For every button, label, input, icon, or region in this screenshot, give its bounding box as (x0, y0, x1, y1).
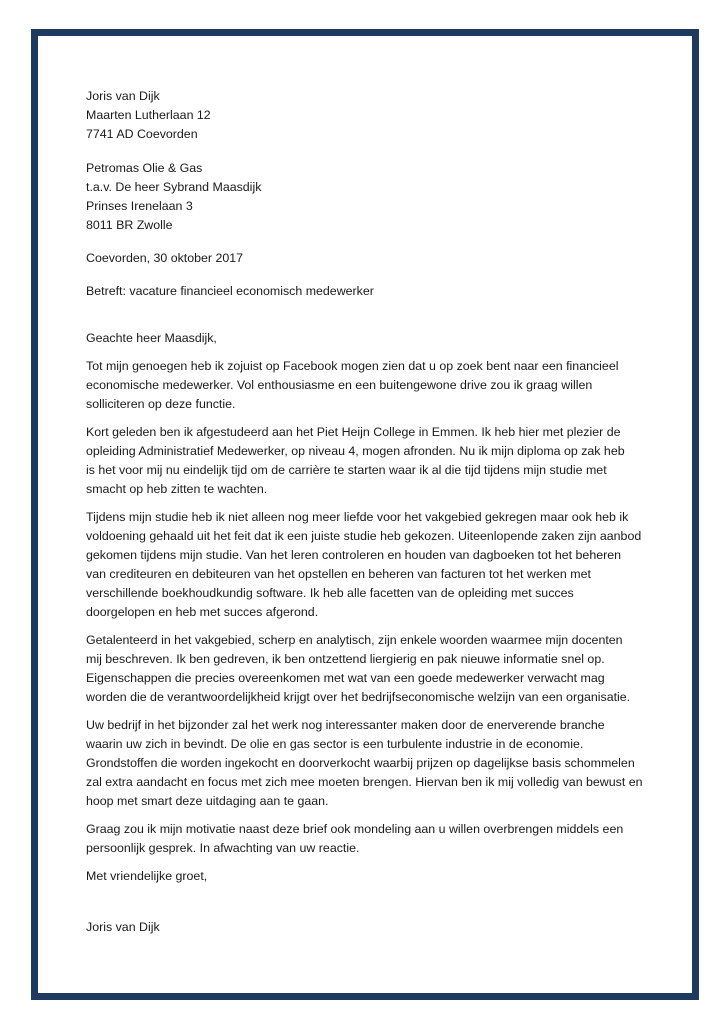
paragraph-line: smacht op heb zitten te wachten. (86, 482, 268, 496)
paragraph-3 (86, 508, 642, 622)
paragraph-line: Getalenteerd in het vakgebied, scherp en analytisch, zijn enkele woorden waarmee mijn docenten (86, 633, 623, 647)
paragraph-line: gekomen tijdens mijn studie. Van het leren controleren en houden van dagboeken tot het beheren (86, 548, 622, 562)
paragraph-line: Tijdens mijn studie heb ik niet alleen nog meer liefde voor het vakgebied gekregen maar ook heb ik (86, 510, 629, 524)
paragraph-line: waarin uw zich in bevindt. De olie en gas sector is een turbulente industrie in de economie. (86, 737, 584, 751)
sender-street: Maarten Lutherlaan 12 (86, 108, 211, 122)
paragraph-line: Uw bedrijf in het bijzonder zal het werk nog interessanter maken door de enerverende branche (86, 718, 605, 732)
paragraph-line: economische medewerker. Vol enthousiasme en een buitengewone drive zou ik graag willen (86, 378, 593, 392)
paragraph-line: Eigenschappen die precies overeenkomen met wat van een goede medewerker verwacht mag (86, 671, 605, 685)
sender-city: 7741 AD Coevorden (86, 127, 198, 141)
paragraph-6 (86, 820, 642, 858)
recipient-address (86, 159, 642, 235)
paragraph-line: Grondstoffen die worden ingekocht en doorverkocht waarbij prijzen op dagelijkse basis schommelen (86, 756, 635, 770)
paragraph-line: voldoening gehaald uit het feit dat ik een juiste studie heb gekozen. Uiteenlopende zaken zijn aanbod (86, 529, 642, 543)
paragraph-line: persoonlijk gesprek. In afwachting van uw reactie. (86, 841, 360, 855)
paragraph-5 (86, 716, 642, 811)
paragraph-line: is het voor mij nu eindelijk tijd om de carrière te starten waar ik al die tijd tijdens mijn studie met (86, 463, 607, 477)
subject-line: Betreft: vacature financieel economisch medewerker (86, 284, 374, 298)
recipient-company: Petromas Olie & Gas (86, 161, 203, 175)
sender-name: Joris van Dijk (86, 89, 160, 103)
paragraph-line: van crediteuren en debiteuren van het opstellen en beheren van facturen tot het werken met (86, 567, 591, 581)
paragraph-line: doorgelopen en heb met succes afgerond. (86, 605, 319, 619)
paragraph-2 (86, 423, 642, 499)
paragraph-line: zal extra aandacht en focus met zich mee moeten brengen. Hiervan ben ik mij volledig van bewust en (86, 775, 643, 789)
paragraph-line: mij beschreven. Ik ben gedreven, ik ben ontzettend liergierig en pak nieuwe informatie snel op. (86, 652, 605, 666)
recipient-street: Prinses Irenelaan 3 (86, 199, 193, 213)
paragraph-line: Kort geleden ben ik afgestudeerd aan het Piet Heijn College in Emmen. Ik heb hier met plezier de (86, 425, 621, 439)
letter-body (86, 87, 642, 937)
paragraph-line: Graag zou ik mijn motivatie naast deze brief ook mondeling aan u willen overbrengen middels een (86, 822, 624, 836)
date-line: Coevorden, 30 oktober 2017 (86, 251, 244, 265)
paragraph-line: verschillende boekhoudkundig software. Ik heb alle facetten van de opleiding met succes (86, 586, 574, 600)
sender-address (86, 87, 642, 144)
paragraph-4 (86, 631, 642, 707)
signature: Joris van Dijk (86, 920, 160, 934)
closing: Met vriendelijke groet, (86, 869, 208, 883)
paragraph-line: hoop met smart deze uitdaging aan te gaan. (86, 794, 329, 808)
recipient-attention: t.a.v. De heer Sybrand Maasdijk (86, 180, 262, 194)
recipient-city: 8011 BR Zwolle (86, 218, 173, 232)
paragraph-1 (86, 357, 642, 414)
paragraph-line: opleiding Administratief Medewerker, op niveau 4, mogen afronden. Nu ik mijn diploma op zak heb (86, 444, 625, 458)
paragraph-line: Tot mijn genoegen heb ik zojuist op Facebook mogen zien dat u op zoek bent naar een financieel (86, 359, 619, 373)
paragraph-line: solliciteren op deze functie. (86, 397, 236, 411)
paragraph-line: worden die de verantwoordelijkheid krijgt over het bedrijfseconomische welzijn van een organisatie. (86, 690, 631, 704)
salutation: Geachte heer Maasdijk, (86, 331, 217, 345)
